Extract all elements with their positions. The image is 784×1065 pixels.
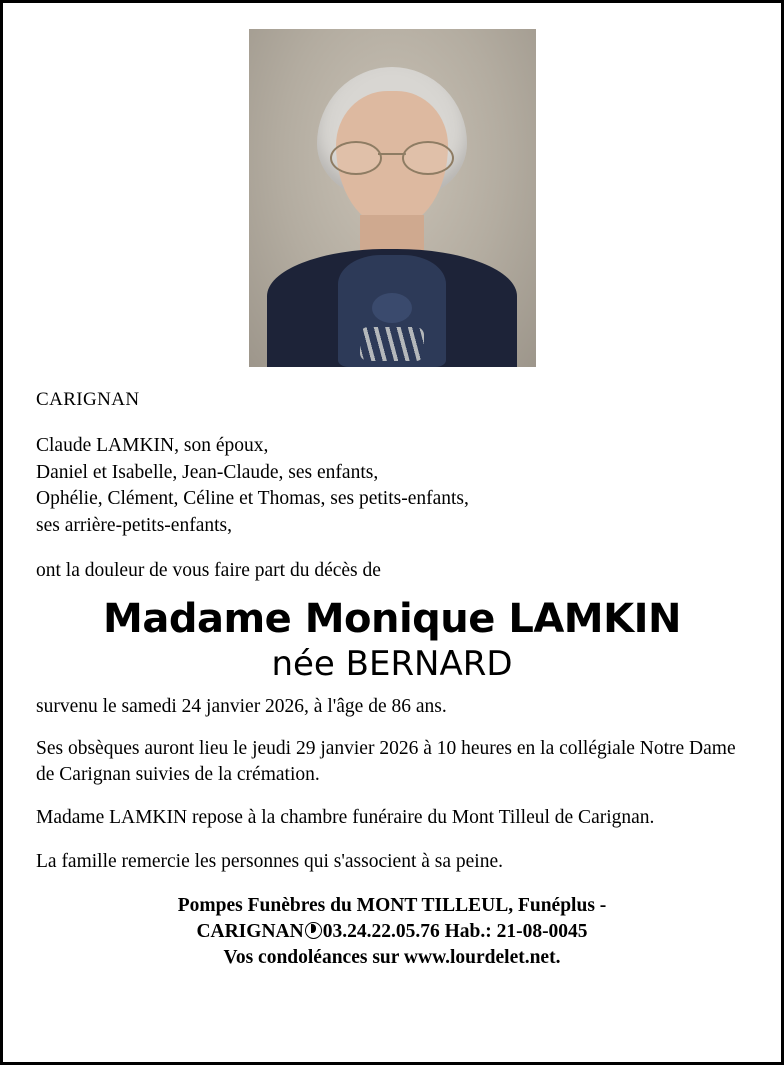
deceased-name: Madame Monique LAMKIN <box>103 596 681 643</box>
city-label: CARIGNAN <box>36 389 140 410</box>
repose-location-line: Madame LAMKIN repose à la chambre funéraire du Mont Tilleul de Carignan. <box>36 807 655 829</box>
family-line: Daniel et Isabelle, Jean-Claude, ses enfants, <box>36 461 379 483</box>
photo-lens-right <box>402 141 454 175</box>
funeral-home-footer <box>36 893 748 971</box>
photo-scarf-pattern <box>360 327 424 361</box>
footer-line-company: Pompes Funèbres du MONT TILLEUL, Funéplus - <box>177 894 607 916</box>
family-line: ses arrière-petits-enfants, <box>36 514 232 536</box>
phone-icon <box>305 922 322 939</box>
photo-container <box>3 3 781 367</box>
portrait-photo <box>249 29 536 367</box>
footer-phone: 03.24.22.05.76 Hab.: 21-08-0045 <box>322 920 588 942</box>
footer-line-website: Vos condoléances sur www.lourdelet.net. <box>223 946 561 968</box>
photo-glasses <box>330 141 454 171</box>
maiden-name: née BERNARD <box>271 644 513 685</box>
family-list <box>36 433 748 539</box>
notice-body <box>3 367 781 971</box>
family-line: Claude LAMKIN, son époux, <box>36 435 269 456</box>
footer-line-contact <box>36 919 748 945</box>
death-date-line: survenu le samedi 24 janvier 2026, à l'âge de 86 ans. <box>36 696 447 718</box>
announcement-intro: ont la douleur de vous faire part du décès de <box>36 560 381 582</box>
funeral-details-line: Ses obsèques auront lieu le jeudi 29 janvier 2026 à 10 heures en la collégiale Notre Dame de Carignan suivies de la crémation. <box>36 737 736 785</box>
footer-city: CARIGNAN <box>196 920 304 942</box>
photo-scarf-knot <box>372 293 412 323</box>
photo-lens-left <box>330 141 382 175</box>
thanks-line: La famille remercie les personnes qui s'associent à sa peine. <box>36 851 504 872</box>
family-line: Ophélie, Clément, Céline et Thomas, ses petits-enfants, <box>36 488 469 510</box>
